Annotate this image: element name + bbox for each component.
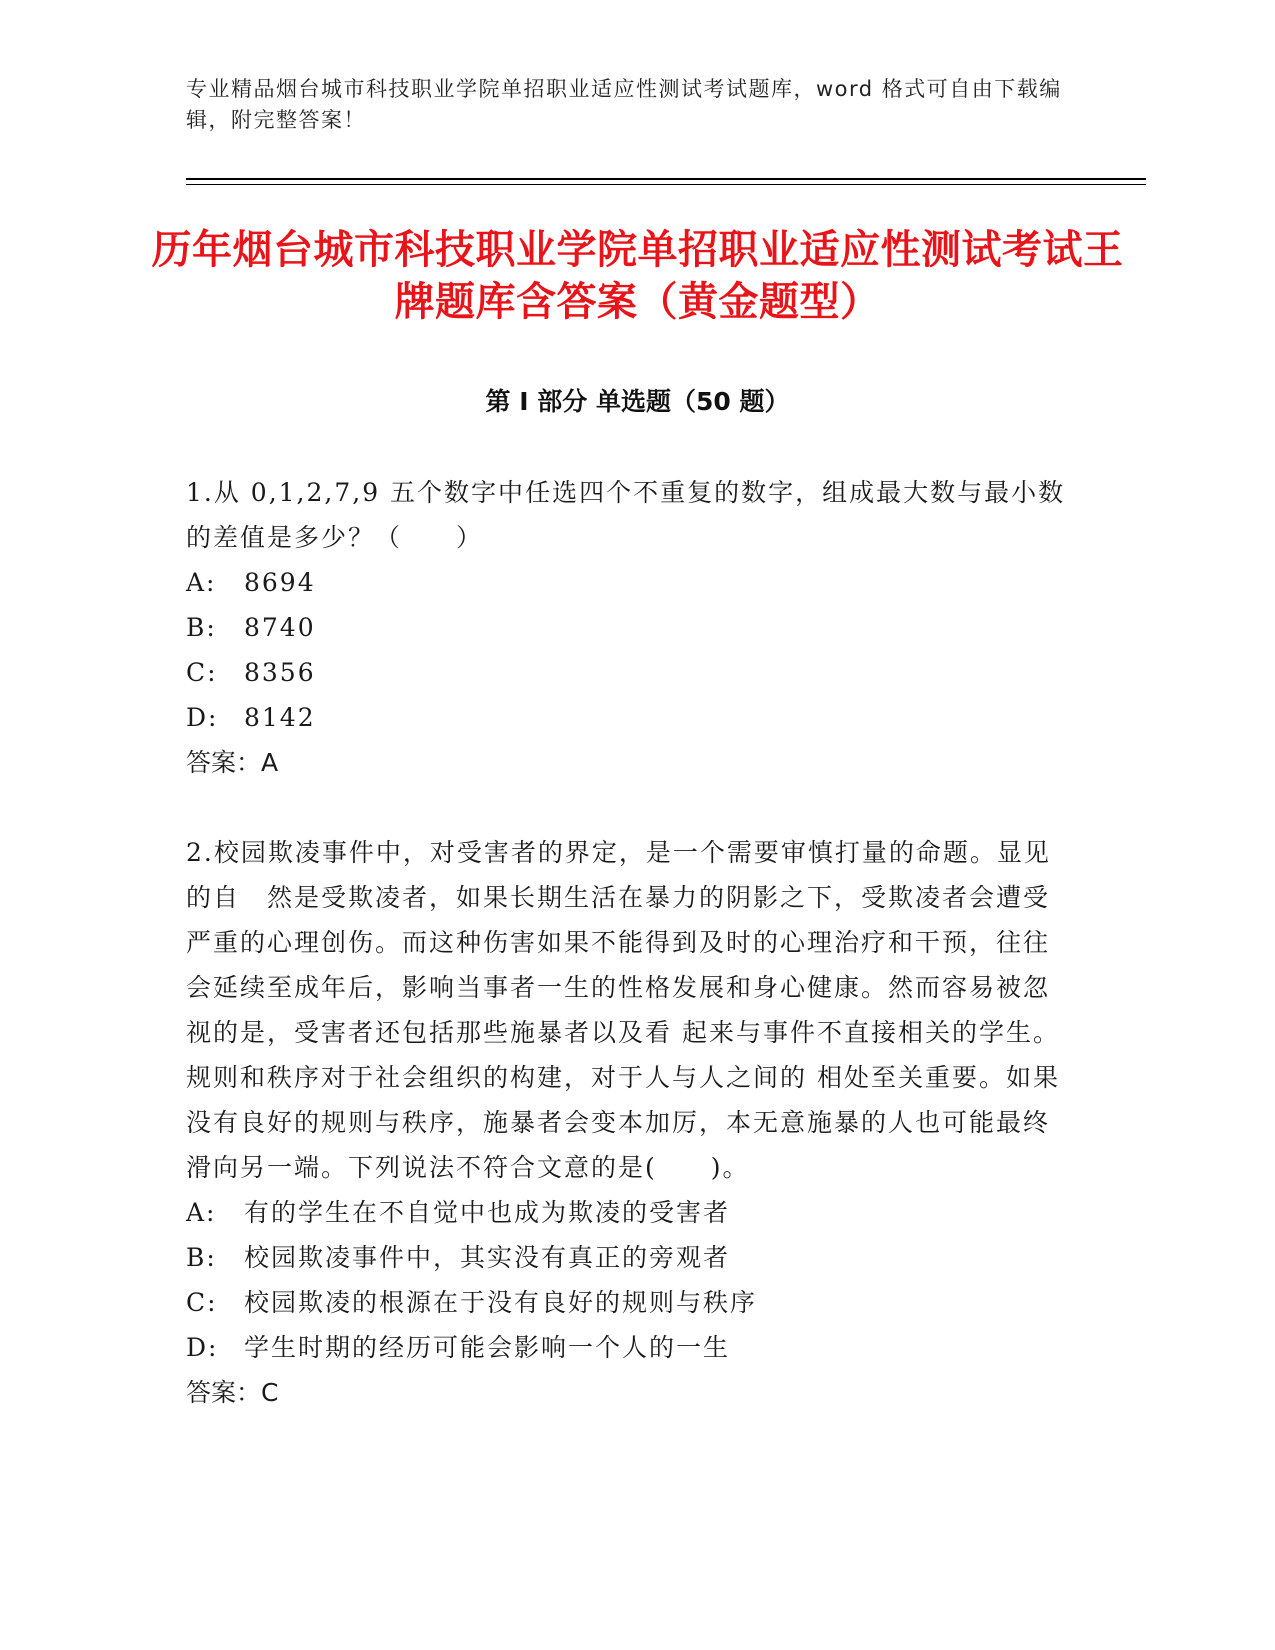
answer-line: 答案：A bbox=[186, 748, 279, 777]
option-letter: C: bbox=[186, 1288, 218, 1317]
option-b bbox=[186, 1235, 1066, 1280]
section-title: 第 I 部分 单选题（50 题） bbox=[485, 387, 790, 416]
option-text: 校园欺凌的根源在于没有良好的规则与秩序 bbox=[244, 1288, 758, 1317]
question-1 bbox=[186, 470, 1066, 785]
option-b bbox=[186, 605, 1066, 650]
option-text: 8694 bbox=[244, 568, 316, 597]
header-rule-thick bbox=[186, 178, 1146, 180]
header-rule-thin bbox=[186, 184, 1146, 185]
option-text: 学生时期的经历可能会影响一个人的一生 bbox=[244, 1333, 731, 1362]
option-letter: B: bbox=[186, 613, 217, 642]
header-note: 专业精品烟台城市科技职业学院单招职业适应性测试考试题库，word 格式可自由下载编辑，附完整答案！ bbox=[186, 77, 1062, 132]
option-letter: D: bbox=[186, 1333, 219, 1362]
option-letter: A: bbox=[186, 1198, 217, 1227]
option-d bbox=[186, 695, 1066, 740]
question-2 bbox=[186, 830, 1066, 1415]
option-letter: C: bbox=[186, 658, 218, 687]
option-text: 8740 bbox=[244, 613, 316, 642]
option-a bbox=[186, 1190, 1066, 1235]
option-d bbox=[186, 1325, 1066, 1370]
question-stem: 2.校园欺凌事件中，对受害者的界定，是一个需要审慎打量的命题。显见的自 然是受欺凌者，如果长期生活在暴力的阴影之下，受欺凌者会遭受严重的心理创伤。而这种伤害如果不能得到及时的心理治疗和干预，往往会延续至成年后，影响当事者一生的性格发展和身心健康。然而容易被忽视的是，受害者还包括那些施暴者以及看 起来与事件不直接相关的学生。规则和秩序对于社会组织的构建，对于人与人之间的 相处至关重要。如果没有良好的规则与秩序，施暴者会变本加厉，本无意施暴的人也可能最终滑向另一端。下列说法不符合文意的是( )。 bbox=[186, 838, 1060, 1182]
option-letter: B: bbox=[186, 1243, 217, 1272]
question-stem: 1.从 0,1,2,7,9 五个数字中任选四个不重复的数字，组成最大数与最小数的差值是多少？（ ） bbox=[186, 478, 1066, 552]
option-a bbox=[186, 560, 1066, 605]
answer-line: 答案：C bbox=[186, 1378, 279, 1407]
option-text: 校园欺凌事件中，其实没有真正的旁观者 bbox=[244, 1243, 731, 1272]
option-text: 有的学生在不自觉中也成为欺凌的受害者 bbox=[244, 1198, 731, 1227]
option-text: 8142 bbox=[244, 703, 316, 732]
option-c bbox=[186, 1280, 1066, 1325]
document-title: 历年烟台城市科技职业学院单招职业适应性测试考试王牌题库含答案（黄金题型） bbox=[151, 227, 1124, 325]
option-letter: A: bbox=[186, 568, 217, 597]
option-letter: D: bbox=[186, 703, 219, 732]
option-c bbox=[186, 650, 1066, 695]
option-text: 8356 bbox=[244, 658, 316, 687]
